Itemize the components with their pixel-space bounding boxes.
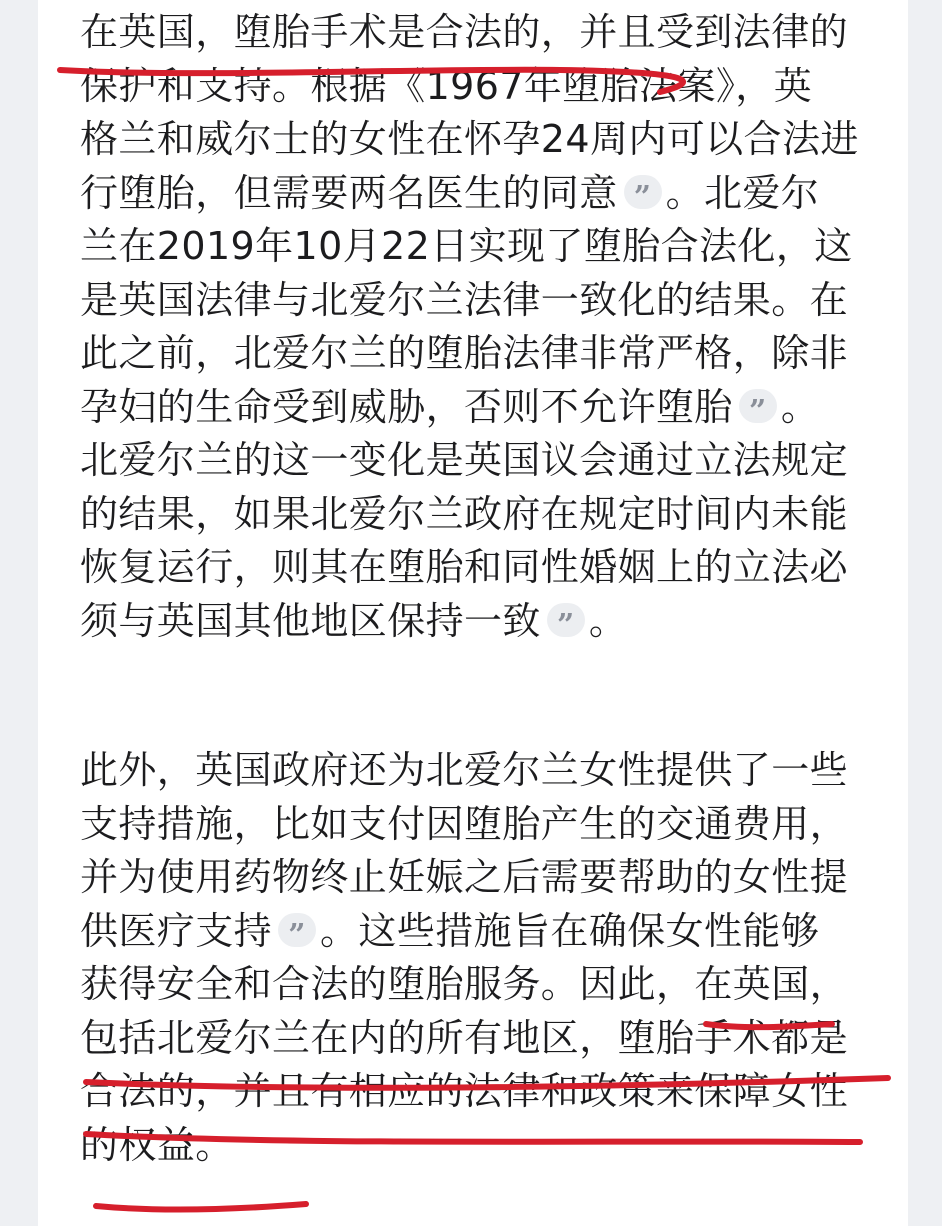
quote-icon: ”: [633, 180, 652, 215]
quote-icon: ”: [288, 918, 306, 953]
text-segment: 。: [780, 384, 820, 429]
quote-icon: ”: [556, 608, 575, 643]
text-line: [80, 167, 880, 221]
text-line: 包括北爱尔兰在内的所有地区，堕胎手术都是: [80, 1015, 849, 1060]
text-line: 是英国法律与北爱尔兰法律一致化的结果。在: [80, 277, 849, 322]
text-line: 恢复运行，则其在堕胎和同性婚姻上的立法必: [80, 545, 849, 589]
text-line: 格兰和威尔士的女性在怀孕24周内可以合法进: [80, 117, 859, 161]
text-segment: 。: [588, 598, 628, 643]
citation-button[interactable]: [739, 389, 777, 429]
text-segment: 须与英国其他地区保持一致: [80, 598, 541, 643]
text-line: 的结果，如果北爱尔兰政府在规定时间内未能: [80, 491, 849, 536]
text-segment: 。北爱尔: [665, 170, 820, 215]
text-line: [80, 595, 880, 649]
citation-button[interactable]: [547, 603, 585, 643]
text-line: 并为使用药物终止妊娠之后需要帮助的女性提: [80, 855, 849, 899]
citation-button[interactable]: [278, 913, 316, 953]
text-line: 获得安全和合法的堕胎服务。因此，在英国，: [80, 962, 849, 1006]
text-line: 兰在2019年10月22日实现了堕胎合法化，这: [80, 224, 853, 268]
text-line: 支持措施，比如支付因堕胎产生的交通费用，: [80, 801, 849, 846]
text-segment: 行堕胎，但需要两名医生的同意: [80, 170, 618, 215]
paragraph-1: [80, 6, 880, 648]
text-line: 此之前，北爱尔兰的堕胎法律非常严格，除非: [80, 331, 849, 375]
citation-button[interactable]: [624, 175, 662, 215]
text-segment: 。这些措施旨在确保女性能够: [320, 908, 820, 953]
text-line: [80, 381, 880, 435]
text-line: [80, 905, 880, 959]
quote-icon: ”: [748, 394, 767, 429]
text-line: 北爱尔兰的这一变化是英国议会通过立法规定: [80, 438, 849, 482]
text-line: 此外，英国政府还为北爱尔兰女性提供了一些: [80, 748, 849, 792]
text-segment: 供医疗支持: [80, 908, 273, 953]
article-content: [38, 0, 908, 1226]
text-line: 的权益。: [80, 1122, 234, 1167]
text-segment: 孕妇的生命受到威胁，否则不允许堕胎: [80, 384, 733, 429]
text-line: 合法的，并且有相应的法律和政策来保障女性: [80, 1069, 849, 1113]
paragraph-2: [80, 744, 880, 1172]
text-line: 保护和支持。根据《1967年堕胎法案》，英: [80, 63, 813, 108]
text-line: 在英国，堕胎手术是合法的，并且受到法律的: [80, 10, 849, 54]
